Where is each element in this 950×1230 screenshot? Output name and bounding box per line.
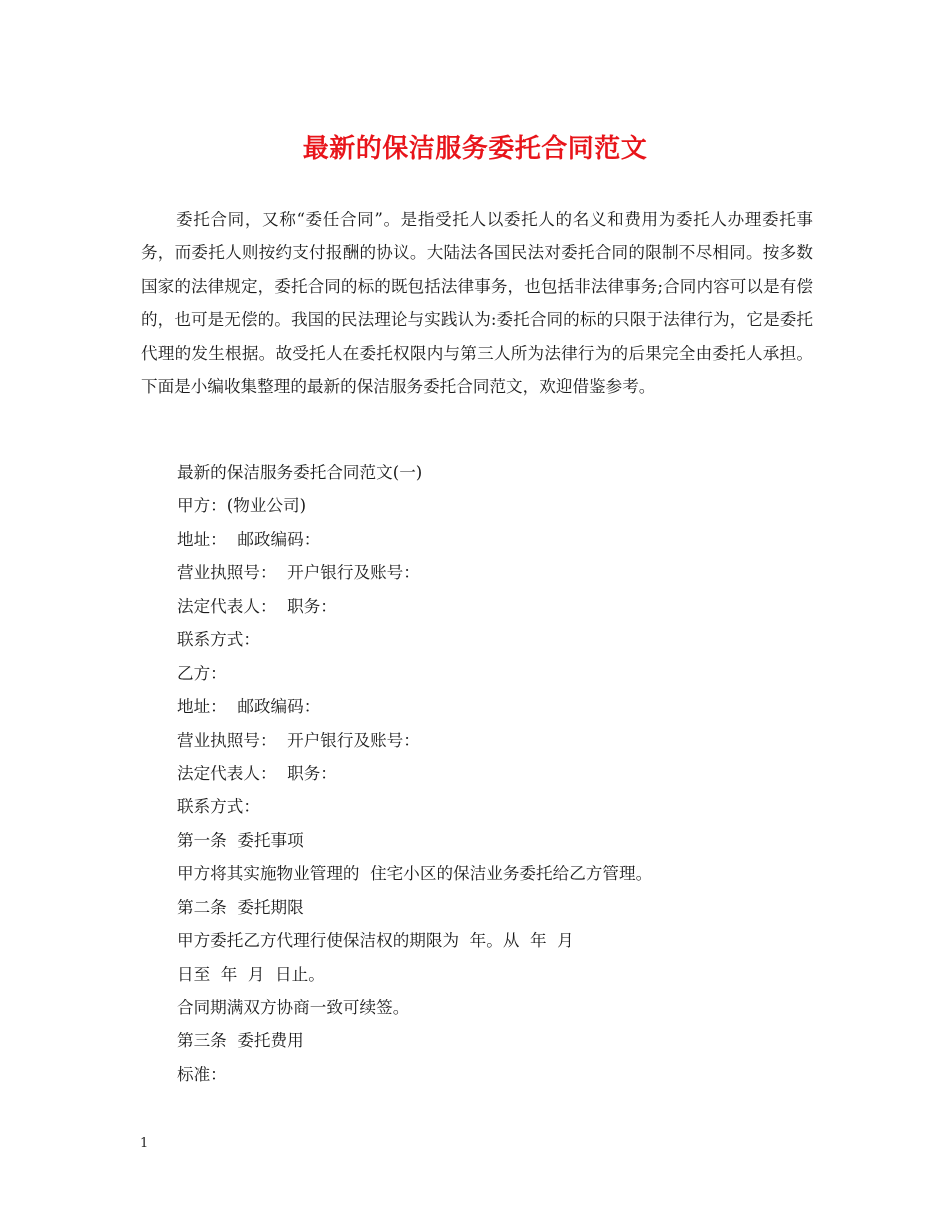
document-title: 最新的保洁服务委托合同范文: [302, 134, 648, 164]
party-a-license: 营业执照号： 开户银行及账号：: [177, 563, 420, 583]
article-3-text: 标准：: [177, 1064, 227, 1084]
article-2-text-line-3: 合同期满双方协商一致可续签。: [177, 998, 410, 1017]
article-1-text: 甲方将其实施物业管理的 住宅小区的保洁业务委托给乙方管理。: [177, 864, 653, 884]
page-number: 1: [140, 1136, 149, 1151]
intro-paragraph-container: [141, 203, 813, 403]
section-heading: 最新的保洁服务委托合同范文(一): [177, 463, 423, 482]
party-b-representative: 法定代表人： 职务：: [177, 763, 337, 783]
party-b-license: 营业执照号： 开户银行及账号：: [177, 730, 420, 750]
party-b-contact: 联系方式：: [177, 797, 260, 817]
party-a-contact: 联系方式：: [177, 630, 260, 650]
article-3-heading: 第三条 委托费用: [177, 1031, 304, 1051]
party-b-label: 乙方：: [177, 663, 227, 683]
article-2-text-line-2: 日至 年 月 日止。: [177, 964, 325, 984]
article-2-heading: 第二条 委托期限: [177, 897, 304, 917]
party-a-label: 甲方：(物业公司): [177, 496, 307, 516]
article-1-heading: 第一条 委托事项: [177, 830, 304, 850]
party-a-representative: 法定代表人： 职务：: [177, 596, 337, 616]
contract-body: [177, 456, 817, 1091]
party-b-address: 地址： 邮政编码：: [177, 697, 321, 717]
article-2-text-line-1: 甲方委托乙方代理行使保洁权的期限为 年。从 年 月: [177, 931, 574, 951]
party-a-address: 地址： 邮政编码：: [177, 529, 321, 549]
intro-paragraph: 委托合同，又称“委任合同”。是指受托人以委托人的名义和费用为委托人办理委托事务，而委托人则按约支付报酬的协议。大陆法各国民法对委托合同的限制不尽相同。按多数国家的法律规定，委托合同的标的既包括法律事务，也包括非法律事务;合同内容可以是有偿的，也可是无偿的。我国的民法理论与实践认为:委托合同的标的只限于法律行为，它是委托代理的发生根据。故受托人在委托权限内与第三人所为法律行为的后果完全由委托人承担。下面是小编收集整理的最新的保洁服务委托合同范文，欢迎借鉴参考。: [141, 210, 813, 397]
